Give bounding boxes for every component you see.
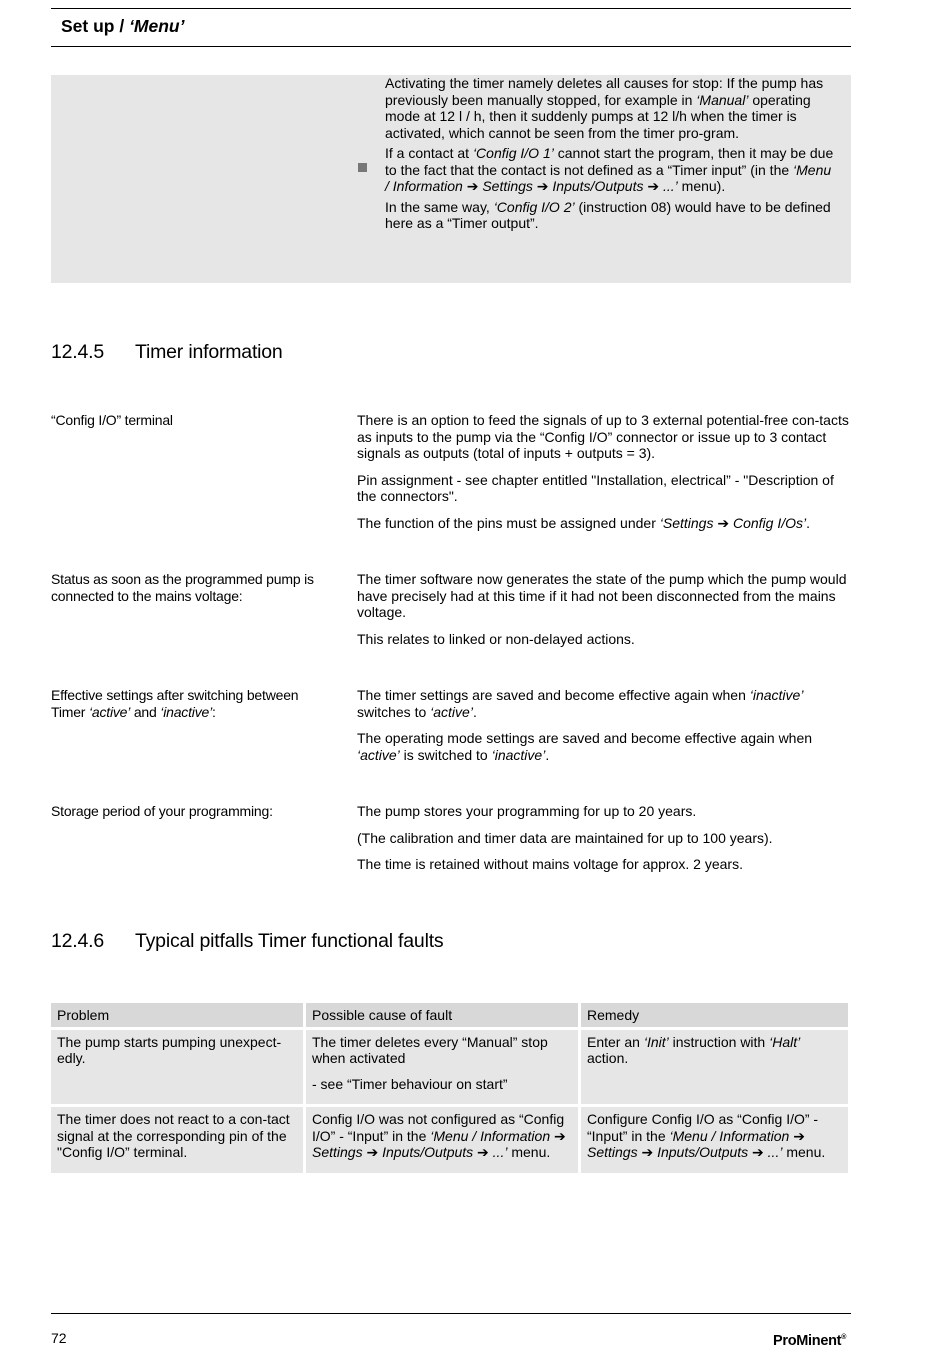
page-header: Set up / ‘Menu’ <box>61 16 185 36</box>
cell-problem: The timer does not react to a con-tact signal at the corresponding pin of the "Config I/O” terminal. <box>51 1107 306 1176</box>
column-header-cause: Possible cause of fault <box>306 1003 581 1030</box>
cell-remedy: Configure Config I/O as “Config I/O” - “Input” in the ‘Menu / Information ➔ Settings ➔ Inputs/Outputs ➔ ...’ menu. <box>581 1107 851 1176</box>
cell-problem: The pump starts pumping unexpect-edly. <box>51 1030 306 1108</box>
column-header-remedy: Remedy <box>581 1003 851 1030</box>
storage-period-text: The pump stores your programming for up to 20 years. (The calibration and timer data are maintained for up to 100 years). The time is retained without mains voltage for approx. 2 years. <box>357 803 773 872</box>
table-row <box>51 1107 851 1176</box>
note-paragraph: In the same way, ‘Config I/O 2’ (instruction 08) would have to be defined here as a “Timer output”. <box>385 198 831 231</box>
label-effective-settings: Effective settings after switching between Timer ‘active’ and ‘inactive’: <box>51 687 299 720</box>
cell-cause: Config I/O was not configured as “Config I/O” - “Input” in the ‘Menu / Information ➔ Settings ➔ Inputs/Outputs ➔ ...’ menu. <box>306 1107 581 1176</box>
prominent-logo: ProMinent® <box>773 1332 847 1349</box>
cell-cause: The timer deletes every “Manual” stop when activated - see “Timer behaviour on start” <box>306 1030 581 1108</box>
footer-rule <box>51 1313 851 1314</box>
note-paragraph: Activating the timer namely deletes all causes for stop: If the pump has previously been manually stopped, for example in ‘Manual’ operating mode at 12 l / h, then it suddenly pumps at 12 l/h when the timer is activated, which cannot be seen from the timer pro-gram. <box>385 75 824 141</box>
label-status: Status as soon as the programmed pump is connected to the mains voltage: <box>51 571 314 604</box>
column-header-problem: Problem <box>51 1003 306 1030</box>
effective-settings-text: The timer settings are saved and become effective again when ‘inactive’ switches to ‘active’. The operating mode settings are saved and become effective again when ‘active’ is switched to ‘inactive’. <box>357 687 813 763</box>
header-bottom-rule <box>51 46 851 47</box>
note-paragraph: If a contact at ‘Config I/O 1’ cannot start the program, then it may be due to the fact that the contact is not defined as a “Timer input” (in the ‘Menu / Information ➔ Settings ➔ Inputs/Outputs ➔ ...’ menu). <box>385 145 834 194</box>
status-text: The timer software now generates the state of the pump which the pump would have precisely had at this time if it had not been disconnected from the mains voltage. This relates to linked or non-delayed actions. <box>357 571 847 647</box>
label-storage-period: Storage period of your programming: <box>51 803 273 819</box>
label-config-io: “Config I/O” terminal <box>51 412 173 428</box>
section-heading-typical-pitfalls: 12.4.6 Typical pitfalls Timer functional faults <box>51 930 444 952</box>
table-row <box>51 1030 851 1108</box>
config-io-text: There is an option to feed the signals of up to 3 external potential-free con-tacts as inputs to the pump via the “Config I/O” connector or issue up to 3 contact signals as outputs (total of inputs + outputs = 3). Pin assignment - see chapter entitled "Installation, electrical” - "Description of the connectors". The function of the pins must be assigned under ‘Settings ➔ Config I/Os’. <box>357 412 849 531</box>
square-bullet-icon <box>358 163 367 172</box>
page-number: 72 <box>51 1330 67 1346</box>
table-header-row <box>51 1003 851 1030</box>
cell-remedy: Enter an ‘Init’ instruction with ‘Halt’ action. <box>581 1030 851 1108</box>
section-heading-timer-information: 12.4.5 Timer information <box>51 341 283 363</box>
note-text <box>385 75 835 236</box>
pitfalls-table <box>51 1003 851 1176</box>
header-top-rule <box>51 8 851 9</box>
